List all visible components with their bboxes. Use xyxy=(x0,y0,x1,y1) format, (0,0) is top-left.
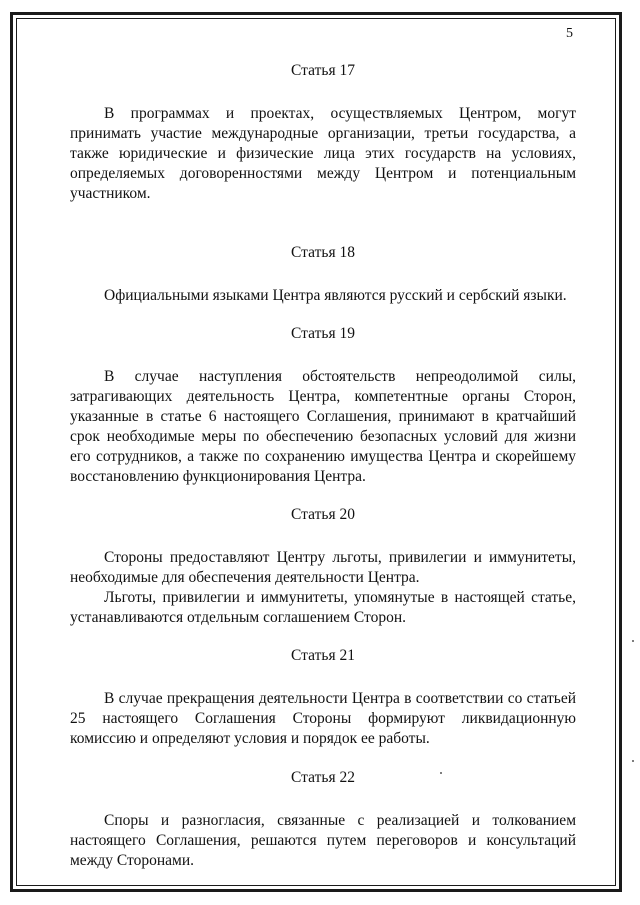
article-paragraph: Льготы, привилегии и иммунитеты, упомянутые в настоящей статье, устанавливаются отдельным соглашением Сторон. xyxy=(70,589,576,626)
scan-speck xyxy=(440,772,442,774)
article-heading: Статья 22 xyxy=(291,769,355,786)
scan-speck xyxy=(632,760,634,762)
article-paragraph: Официальными языками Центра являются русский и сербский языки. xyxy=(104,287,567,304)
article-19 xyxy=(70,323,576,487)
article-heading: Статья 20 xyxy=(291,506,355,523)
page-number: 5 xyxy=(566,26,573,41)
article-17 xyxy=(70,60,576,204)
article-heading: Статья 18 xyxy=(291,244,355,261)
article-20 xyxy=(70,504,576,628)
article-18 xyxy=(70,242,576,306)
article-paragraph: В случае прекращения деятельности Центра в соответствии со статьей 25 настоящего Соглашения Стороны формируют ликвидационную комиссию и определяют условия и порядок ее работы. xyxy=(70,690,576,747)
article-paragraph: В случае наступления обстоятельств непреодолимой силы, затрагивающих деятельность Центра, компетентные органы Сторон, указанные в статье 6 настоящего Соглашения, принимают в кратчайший срок необходимые меры по обеспечению безопасных условий для жизни его сотрудников, а также по сохранению имущества Центра и скорейшему восстановлению функционирования Центра. xyxy=(70,368,576,485)
article-21 xyxy=(70,645,576,749)
scan-speck xyxy=(632,640,634,642)
document-body xyxy=(70,60,576,871)
article-heading: Статья 17 xyxy=(291,62,355,79)
article-paragraph: Стороны предоставляют Центру льготы, привилегии и иммунитеты, необходимые для обеспечения деятельности Центра. xyxy=(70,549,576,586)
article-paragraph: Споры и разногласия, связанные с реализацией и толкованием настоящего Соглашения, решаются путем переговоров и консультаций между Сторонами. xyxy=(70,812,576,869)
article-paragraph: В программах и проектах, осуществляемых Центром, могут принимать участие международные организации, третьи государства, а также юридические и физические лица этих государств на условиях, определяемых договоренностями между Центром и потенциальным участником. xyxy=(70,105,576,202)
article-heading: Статья 21 xyxy=(291,647,355,664)
article-heading: Статья 19 xyxy=(291,325,355,342)
article-22 xyxy=(70,767,576,871)
